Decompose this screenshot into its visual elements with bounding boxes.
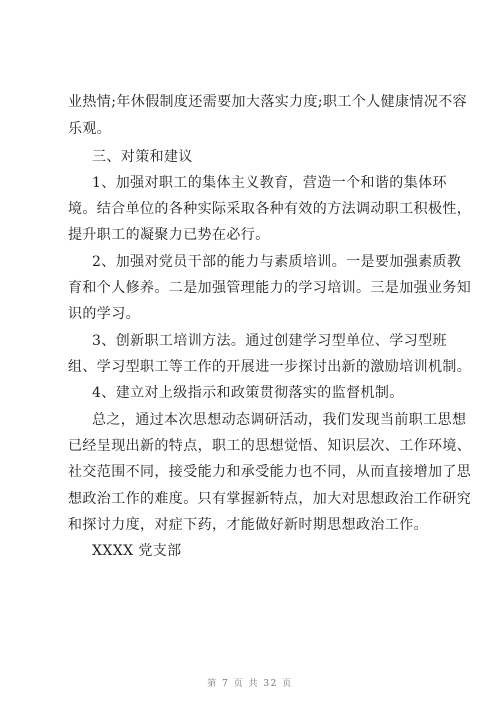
body-text-line: 提升职工的凝聚力已势在必行。 (68, 227, 270, 243)
body-text-line: 业热情;年休假制度还需要加大落实力度;职工个人健康情况不容 (68, 94, 468, 110)
body-text-line: 4、建立对上级指示和政策贯彻落实的监督机制。 (92, 385, 404, 401)
body-text-line: 和探讨力度，对症下药，才能做好新时期思想政治工作。 (68, 517, 428, 533)
body-text-line: 1、加强对职工的集体主义教育，营造一个和谐的集体环 (92, 175, 447, 191)
body-text-line: 3、创新职工培训方法。通过创建学习型单位、学习型班 (92, 333, 447, 349)
body-text-line: 组、学习型职工等工作的开展进一步探讨出新的激励培训机制。 (68, 359, 472, 375)
body-text-line: 2、加强对党员干部的能力与素质培训。一是要加强素质教 (92, 254, 462, 270)
signature-line: XXXX 党支部 (92, 543, 182, 559)
body-text-line: 已经呈现出新的特点，职工的思想觉悟、知识层次、工作环境、 (68, 438, 472, 454)
body-text-line: 识的学习。 (68, 306, 140, 322)
body-text-line: 乐观。 (68, 121, 112, 137)
body-text-line: 境。结合单位的各种实际采取各种有效的方法调动职工积极性， (68, 201, 472, 217)
body-text-line: 想政治工作的难度。只有掌握新特点，加大对思想政治工作研究 (68, 491, 472, 507)
body-text-line: 总之，通过本次思想动态调研活动，我们发现当前职工思想 (92, 412, 467, 428)
section-heading: 三、对策和建议 (92, 149, 193, 165)
page-number-footer: 第 7 页 共 32 页 (207, 679, 293, 689)
body-text-line: 社交范围不同，接受能力和承受能力也不同，从而直接增加了思 (68, 464, 472, 480)
body-text-line: 育和个人修养。二是加强管理能力的学习培训。三是加强业务知 (68, 280, 472, 296)
